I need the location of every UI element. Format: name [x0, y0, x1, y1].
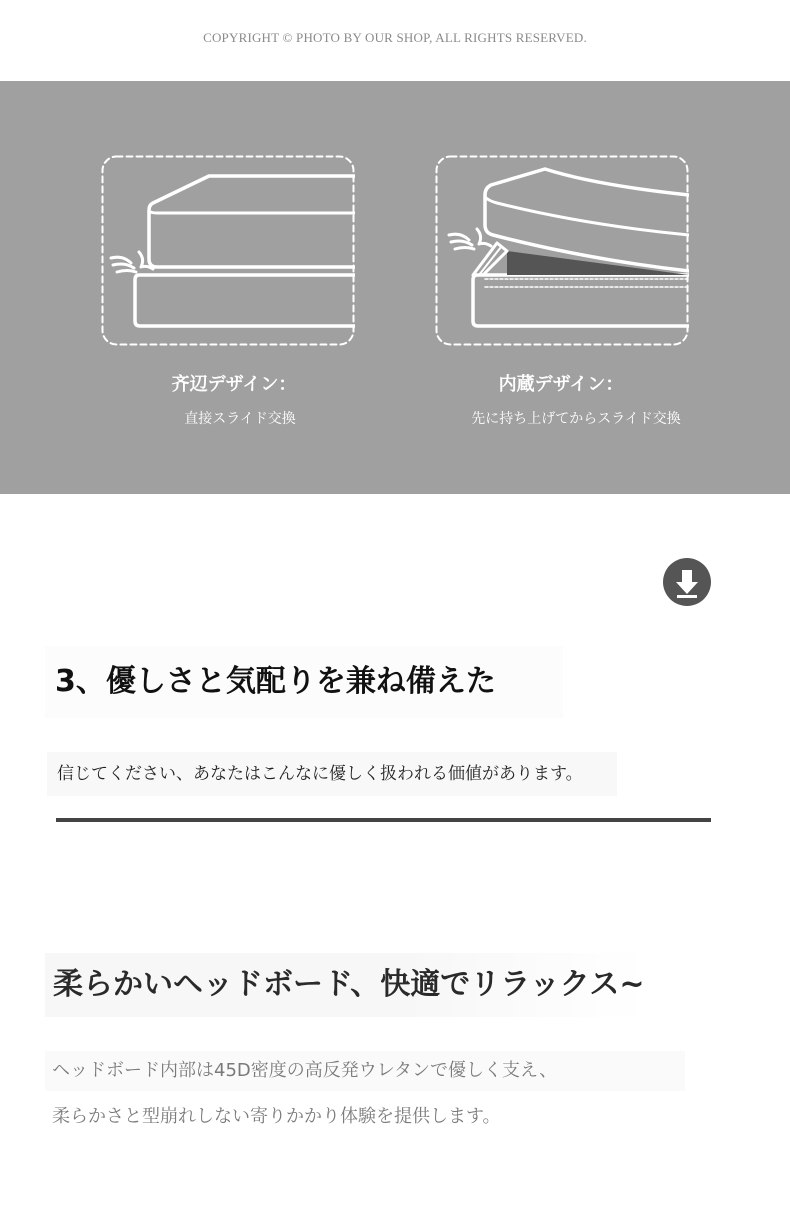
flush-design-subtitle: 直接スライド交換 [184, 411, 296, 427]
section-divider [56, 818, 711, 822]
flush-design-illustration [101, 155, 355, 346]
flush-design-title: 齐辺デザイン： [171, 374, 297, 395]
built-in-design-illustration [435, 155, 689, 346]
built-in-design-subtitle: 先に持ち上げてからスライド交換 [471, 411, 681, 427]
section-subtext: 信じてください、あなたはこんなに優しく扱われる価値があります。 [47, 752, 617, 796]
built-in-design-title: 内蔵デザイン： [498, 374, 624, 395]
headboard-description-line: ヘッドボード内部は45D密度の高反発ウレタンで優しく支え、 [45, 1051, 685, 1091]
section-heading: 3、優しさと気配りを兼ね備えた [45, 646, 563, 718]
arrow-down-icon [663, 558, 711, 606]
design-comparison-panel [0, 81, 790, 494]
headboard-description-line: 柔らかさと型崩れしない寄りかかり体験を提供します。 [52, 1106, 501, 1127]
copyright-notice: COPYRIGHT © PHOTO BY OUR SHOP, ALL RIGHTS RESERVED. [203, 30, 587, 45]
headboard-heading: 柔らかいヘッドボード、快適でリラックス~ [45, 953, 645, 1017]
